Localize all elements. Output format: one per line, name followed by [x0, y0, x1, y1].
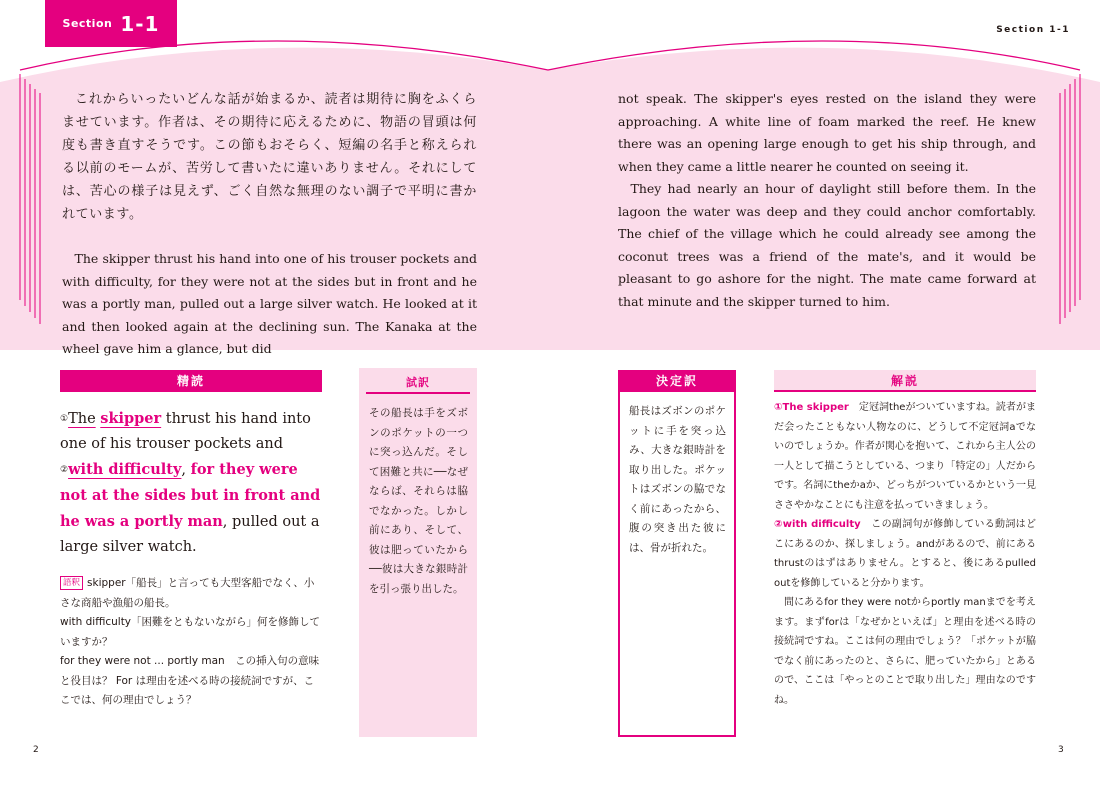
trial-translation-text: その船長は手をズボンのポケットの一つに突っ込んだ。そして困難と共に──なぜならば、それらは脇でなかった。しかし前にあり、そして、彼は肥っていたから──彼は大きな銀時計を引っ張り出した。	[369, 407, 468, 595]
commentary-body	[774, 398, 1036, 710]
section-tab-word: Section	[62, 17, 113, 30]
japanese-intro-paragraph: これからいったいどんな話が始まるか、読者は期待に胸をふくらませています。作者は、その期待に応えるために、物語の冒頭は何度も書き直すそうです。この節もおそらく、短編の名手と称えられる以前のモームが、苦労して書いたに違いありません。それにしては、苦心の様子は見えず、ごく自然な無理のない調子で平明に書かれています。	[62, 92, 477, 222]
final-translation-text: 船長はズボンのポケットに手を突っ込み、大きな銀時計を取り出した。ポケットはズボンの脇でなく前にあったから、腹の突き出た彼には、骨が折れた。	[629, 405, 726, 554]
commentary-paragraph	[774, 398, 1036, 515]
final-translation-panel	[618, 370, 736, 737]
page-number-right: 3	[1058, 745, 1064, 755]
running-header-right: Section 1-1	[996, 25, 1070, 35]
commentary-point-one: ①The skipper	[774, 402, 849, 413]
note-item: with difficulty「困難をともないながら」何を修飾していますか？	[60, 616, 321, 648]
phrase-text: thrust his hand into one of his trouser pockets and	[60, 411, 311, 452]
english-passage-paragraph: not speak. The skipper's eyes rested on the island they were approaching. A white line of foam marked the reef. He knew there was an opening large enough to get his ship through, and when they came a little nearer he counted on seeing it.	[618, 91, 1036, 174]
phrase-for-clause: for they were not at the sides but in front and he was a portly man	[60, 461, 321, 530]
phrase-text: pulled out a large silver watch.	[60, 514, 320, 555]
commentary-text: この副詞句が修飾している動詞はどこにあるのか、探しましょう。andがあるので、前にあるthrustのはずはありません。とすると、後にあるpulled outを修飾していると分かります。	[774, 519, 1036, 589]
english-passage-paragraph: They had nearly an hour of daylight still before them. In the lagoon the water was deep and they could anchor comfortably. The chief of the village which he could already see among the coconut trees was a friend of the mate's, and it would be pleasant to go ashore for the night. The mate came forward at that minute and the skipper turned to him.	[618, 181, 1036, 309]
close-reading-panel	[60, 370, 322, 711]
trial-translation-panel	[359, 368, 477, 737]
top-reading-area	[0, 0, 1100, 356]
english-passage-paragraph: The skipper thrust his hand into one of his trouser pockets and with difficulty, for they were not at the sides but in front and he was a portly man, pulled out a large silver watch. He looked at it and then looked again at the declining sun. The Kanaka at the wheel gave him a glance, but did	[62, 251, 477, 356]
note-item	[60, 574, 322, 613]
commentary-text: 定冠詞theがついていますね。読者がまだ会ったこともない人物なのに、どうして不定冠詞aでないのでしょうか。作者が関心を抱いて、これから主人公の一人として描こうとしている、つまり「特定の」人だからです。名詞にtheかaか、どっちがついているかという一見ささやかなことにも注意を払っていきましょう。	[774, 402, 1036, 511]
final-translation-box	[618, 392, 736, 737]
commentary-paragraph	[774, 515, 1036, 593]
analyzed-sentence	[60, 406, 322, 560]
trial-translation-heading: 試訳	[366, 374, 470, 394]
phrase-with-difficulty: with difficulty	[68, 461, 182, 478]
vocabulary-notes	[60, 574, 322, 711]
phrase-text: ,	[222, 514, 228, 530]
final-translation-heading: 決定訳	[618, 370, 736, 392]
phrase-text: ,	[181, 462, 191, 478]
commentary-paragraph: 間にあるfor they were notからportly manまでを考えます。まずforは「なぜかといえば」と理由を述べる時の接続詞ですね。ここは何の理由でしょう？「ポケットが脇でなく前にあったのと、さらに、肥っていたから」とあるので、ここは「やっとのことで取り出した」理由なのですね。	[774, 597, 1036, 706]
marker-one: ①	[60, 414, 69, 424]
commentary-heading: 解説	[774, 370, 1036, 392]
marker-two: ②	[60, 465, 69, 475]
vocabulary-tag: 語釈	[60, 576, 83, 590]
note-item: for they were not ... portly man この挿入句の意味と役目は？ For は理由を述べる時の接続詞ですが、ここでは、何の理由でしょう？	[60, 655, 320, 706]
section-tab	[45, 0, 177, 47]
commentary-panel	[774, 370, 1036, 710]
commentary-point-two: ②with difficulty	[774, 519, 861, 530]
top-left-column	[62, 88, 477, 361]
page-number-left: 2	[33, 745, 39, 755]
close-reading-heading: 精読	[60, 370, 322, 392]
section-tab-number: 1-1	[120, 11, 160, 36]
phrase-skipper: skipper	[100, 410, 162, 427]
top-right-column	[618, 88, 1036, 313]
phrase-the: The	[68, 411, 96, 427]
note-text: skipper「船長」と言っても大型客船でなく、小さな商船や漁船の船長。	[60, 577, 315, 609]
